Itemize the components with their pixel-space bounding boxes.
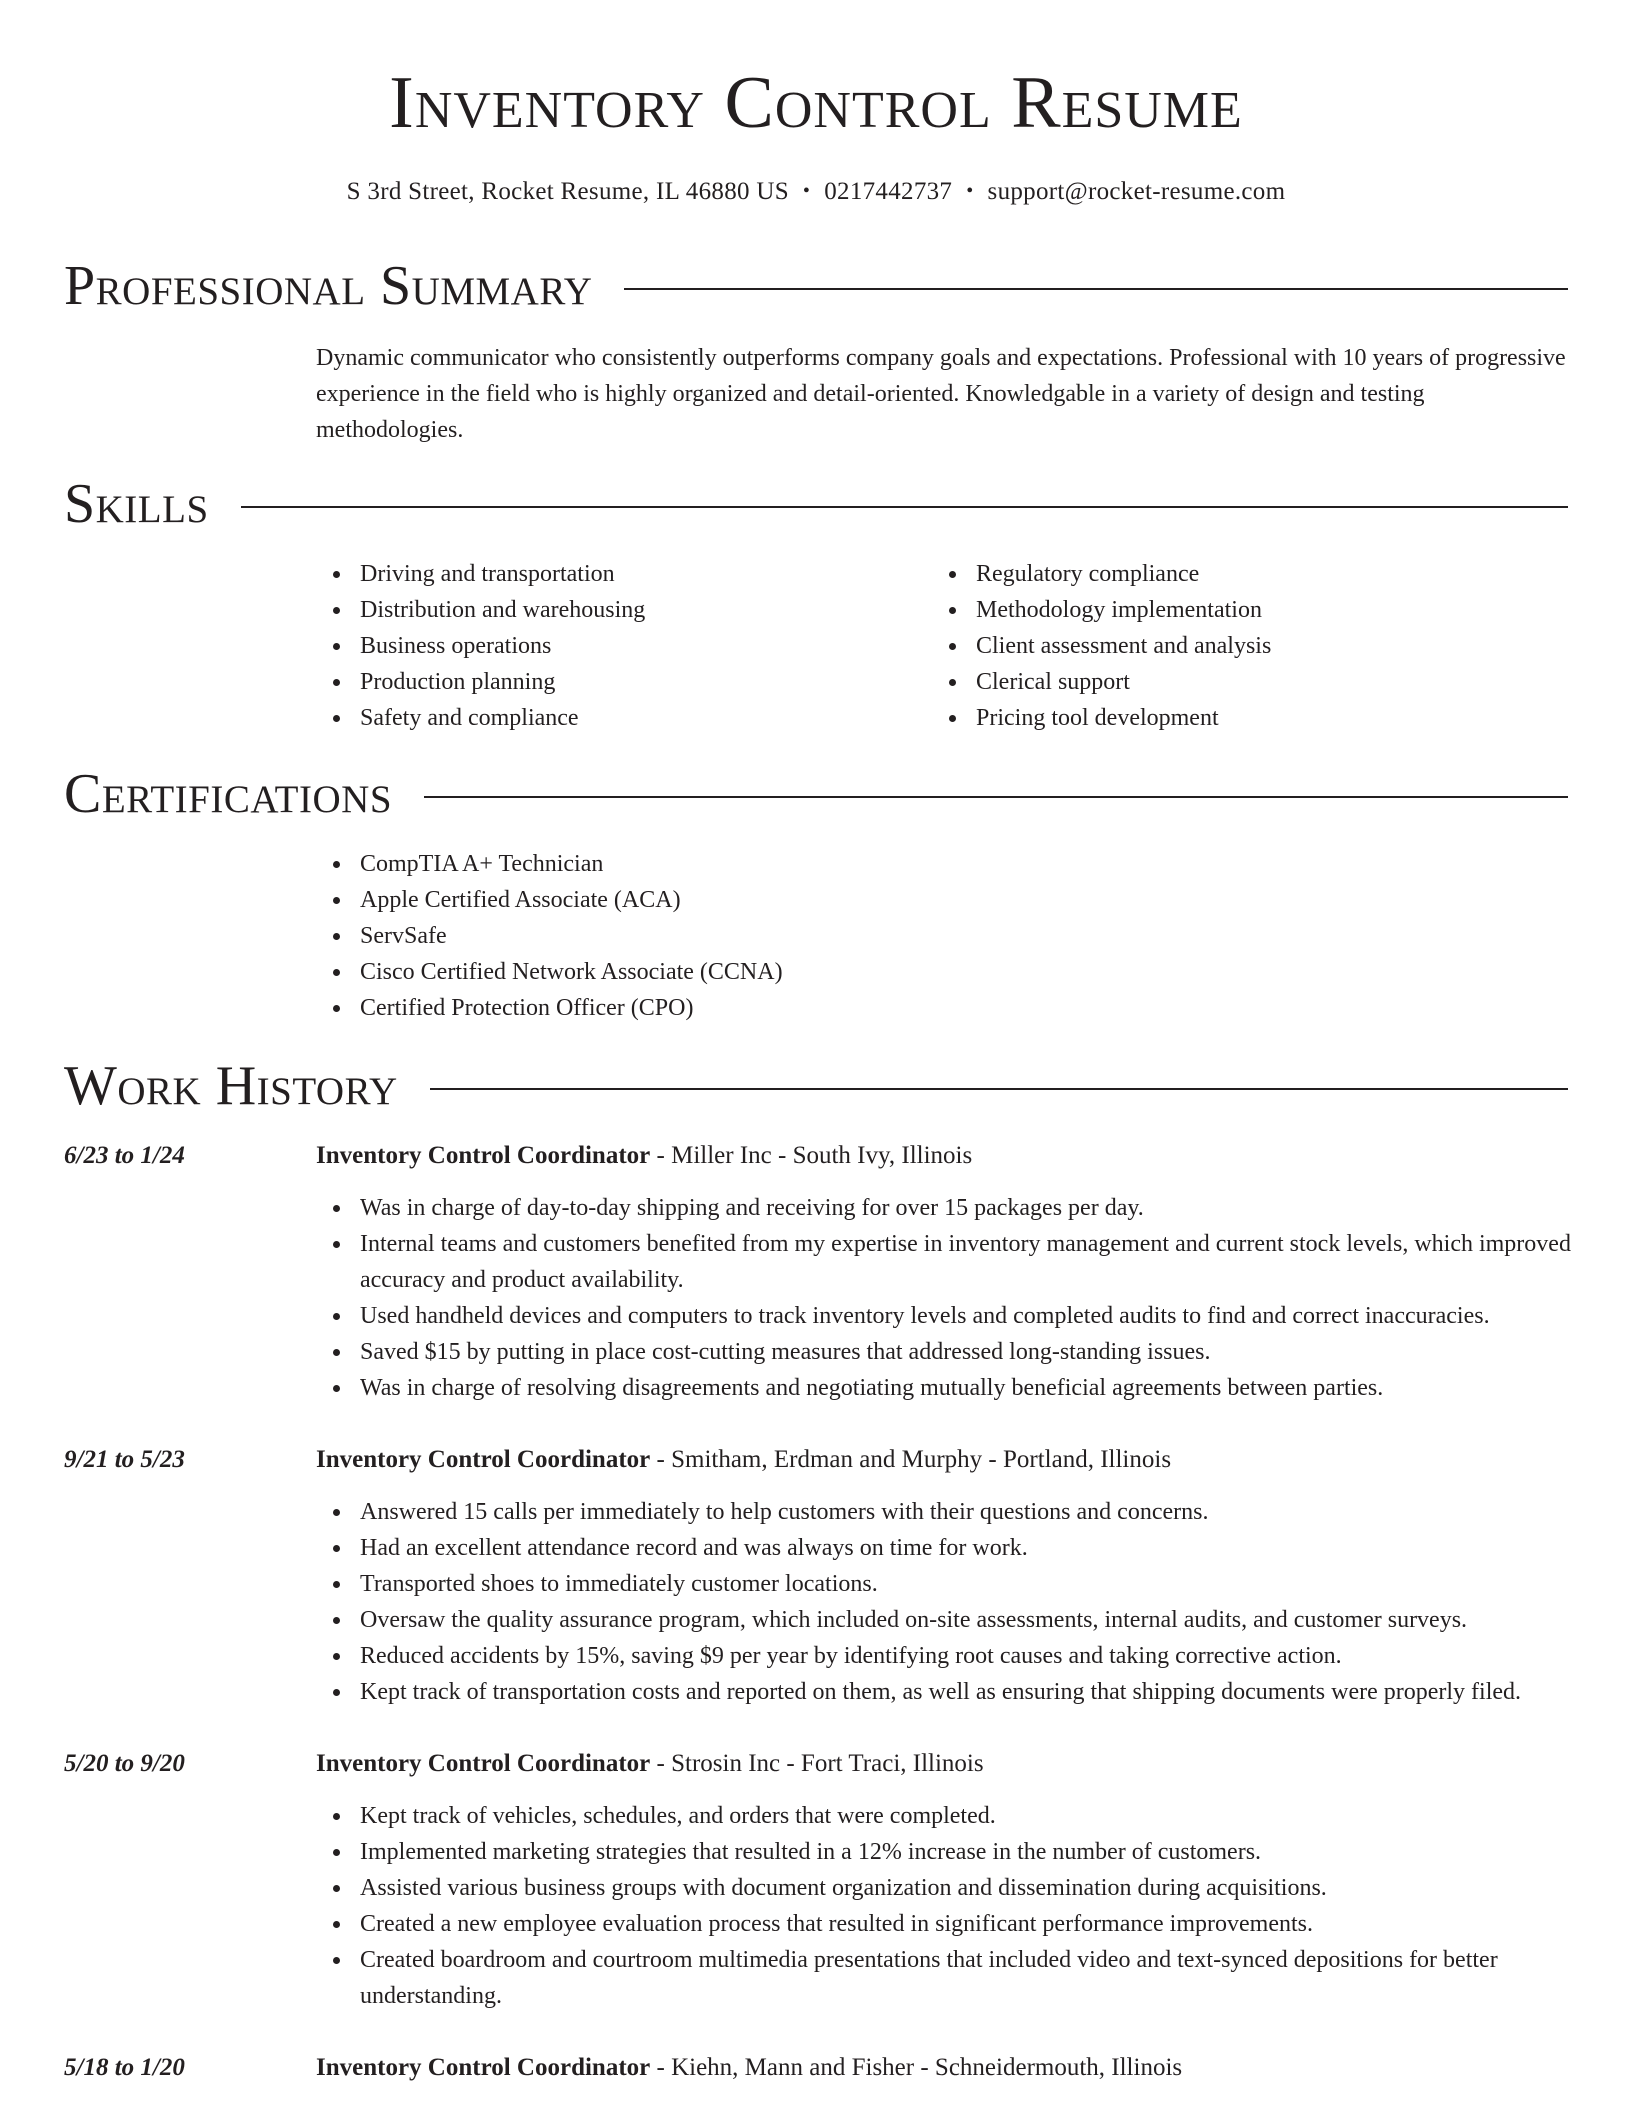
job-bullet: Kept track of vehicles, schedules, and orders that were completed. [360,1798,1620,1834]
skill-item: Pricing tool development [976,700,1576,736]
contact-phone: 0217442737 [824,178,953,205]
skill-item: Distribution and warehousing [360,592,920,628]
job-title: Inventory Control Coordinator [316,2054,651,2081]
certifications-section-header [64,762,1568,826]
job-company: - Kiehn, Mann and Fisher - Schneidermouth, Illinois [650,2054,1183,2081]
contact-separator: • [966,180,974,202]
skills-list-left [316,556,920,736]
summary-section-header [64,254,1568,318]
certifications-list [316,846,1260,1026]
certification-item: ServSafe [360,918,1260,954]
certification-item: Apple Certified Associate (ACA) [360,882,1260,918]
work-section-header [64,1054,1568,1118]
job-title: Inventory Control Coordinator [316,1750,651,1777]
skill-item: Business operations [360,628,920,664]
job-bullet: Kept track of transportation costs and reported on them, as well as ensuring that shipping documents were properly filed. [360,1674,1620,1710]
job-bullet: Created boardroom and courtroom multimedia presentations that included video and text-synced depositions for better understanding. [360,1942,1620,2014]
contact-email: support@rocket-resume.com [987,178,1286,205]
section-title-work-history: Work History [64,1055,398,1117]
job-bullet: Internal teams and customers benefited from my expertise in inventory management and current stock levels, which improved accuracy and product availability. [360,1226,1620,1298]
skill-item: Clerical support [976,664,1576,700]
job-title-line [316,1746,984,1782]
job-bullet: Reduced accidents by 15%, saving $9 per year by identifying root causes and taking corrective action. [360,1638,1620,1674]
job-company: - Miller Inc - South Ivy, Illinois [650,1142,973,1169]
certification-item: Certified Protection Officer (CPO) [360,990,1260,1026]
job-bullet: Was in charge of resolving disagreements and negotiating mutually beneficial agreements between parties. [360,1370,1620,1406]
job-bullet: Saved $15 by putting in place cost-cutting measures that addressed long-standing issues. [360,1334,1620,1370]
job-title-line [316,2050,1182,2086]
section-title-skills: Skills [64,473,209,535]
job-bullet: Oversaw the quality assurance program, which included on-site assessments, internal audits, and customer surveys. [360,1602,1620,1638]
job-company: - Strosin Inc - Fort Traci, Illinois [650,1750,984,1777]
job-dates: 6/23 to 1/24 [64,1142,185,1169]
certification-item: CompTIA A+ Technician [360,846,1260,882]
job-bullet: Assisted various business groups with document organization and dissemination during acquisitions. [360,1870,1620,1906]
job-dates: 5/18 to 1/20 [64,2054,185,2081]
skill-item: Regulatory compliance [976,556,1576,592]
contact-line [0,176,1632,209]
job-company: - Smitham, Erdman and Murphy - Portland, Illinois [650,1446,1172,1473]
skill-item: Driving and transportation [360,556,920,592]
job-title: Inventory Control Coordinator [316,1142,651,1169]
section-divider [624,288,1568,290]
job-bullet: Implemented marketing strategies that resulted in a 12% increase in the number of customers. [360,1834,1620,1870]
skill-item: Safety and compliance [360,700,920,736]
job-dates: 5/20 to 9/20 [64,1750,185,1777]
skill-item: Production planning [360,664,920,700]
contact-address: S 3rd Street, Rocket Resume, IL 46880 US [346,178,789,205]
section-title-certifications: Certifications [64,763,393,825]
job-dates: 9/21 to 5/23 [64,1446,185,1473]
job-title: Inventory Control Coordinator [316,1446,651,1473]
section-divider [430,1088,1568,1090]
job-bullets [316,1798,1620,2014]
job-bullet: Answered 15 calls per immediately to help customers with their questions and concerns. [360,1494,1620,1530]
job-title-line [316,1138,972,1174]
job-bullet: Transported shoes to immediately customer locations. [360,1566,1620,1602]
section-divider [241,506,1568,508]
resume-name: Inventory Control Resume [389,62,1243,144]
contact-separator: • [802,180,811,202]
job-title-line [316,1442,1171,1478]
job-bullet: Was in charge of day-to-day shipping and receiving for over 15 packages per day. [360,1190,1620,1226]
skill-item: Client assessment and analysis [976,628,1576,664]
job-bullet: Created a new employee evaluation process that resulted in significant performance improvements. [360,1906,1620,1942]
job-bullet: Had an excellent attendance record and was always on time for work. [360,1530,1620,1566]
skills-list-right [932,556,1576,736]
skills-section-header [64,472,1568,536]
certification-item: Cisco Certified Network Associate (CCNA) [360,954,1260,990]
job-bullets [316,1190,1620,1406]
job-bullets [316,1494,1620,1710]
summary-text: Dynamic communicator who consistently outperforms company goals and expectations. Professional with 10 years of progressive experience in the field who is highly organized and detail-oriented. Knowledgable in a variety of design and testing methodologies. [316,345,1566,443]
skill-item: Methodology implementation [976,592,1576,628]
job-bullet: Used handheld devices and computers to track inventory levels and completed audits to find and correct inaccuracies. [360,1298,1620,1334]
section-title-summary: Professional Summary [64,255,593,317]
section-divider [424,796,1568,798]
